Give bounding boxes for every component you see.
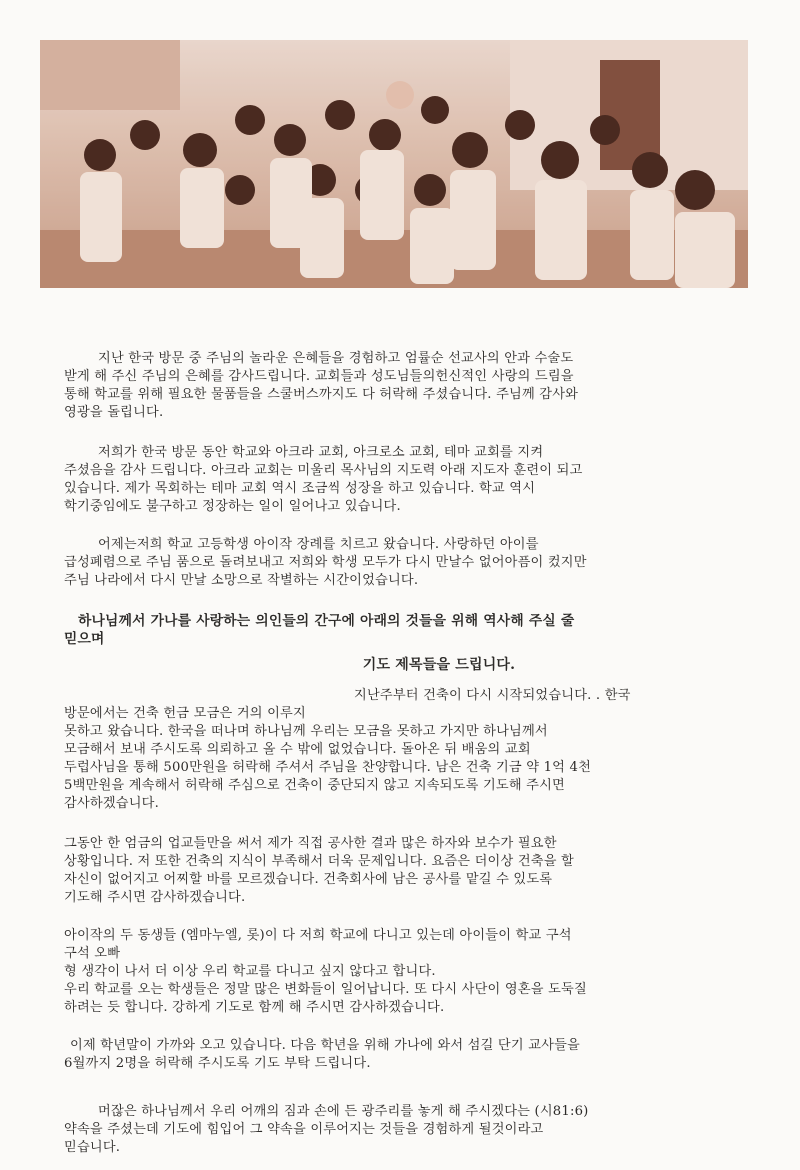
text-line: 받게 해 주신 주님의 은혜를 감사드립니다. 교회들과 성도님들의헌신적인 사랑의 드림을 [64, 369, 574, 384]
text-line: 우리 학교를 오는 학생들은 정말 많은 변화들이 일어납니다. 또 다시 사단이 영혼을 도둑질 [64, 982, 587, 997]
text-line: 구석 오빠 [64, 946, 121, 961]
children-group-photo [40, 40, 748, 288]
text-line: 저희가 한국 방문 동안 학교와 아크라 교회, 아크로소 교회, 테마 교회를 지켜 [98, 445, 544, 460]
text-line: 기도해 주시면 감사하겠습니다. [64, 890, 246, 905]
text-line: 약속을 주셨는데 기도에 힘입어 그 약속을 이루어지는 것들을 경험하게 될것이라고 [64, 1122, 544, 1137]
text-line: 통해 학교를 위해 필요한 물품들을 스쿨버스까지도 다 허락해 주셨습니다. 주님께 감사와 [64, 387, 579, 402]
text-line: 지난주부터 건축이 다시 시작되었습니다. . 한국 [354, 688, 631, 703]
paragraph-churches [64, 444, 754, 516]
paragraph-teachers [64, 1037, 754, 1073]
text-line: 방문에서는 건축 헌금 모금은 거의 이루지 [64, 706, 306, 721]
letter-body [64, 350, 754, 1170]
text-line: 학기중임에도 불구하고 정장하는 일이 일어나고 있습니다. [64, 499, 401, 514]
text-line: 상황입니다. 저 또한 건축의 지식이 부족해서 더욱 문제입니다. 요즘은 더이상 건축을 할 [64, 854, 574, 869]
text-line: 믿습니다. [64, 1140, 121, 1155]
photo-illustration [40, 40, 748, 288]
text-line: 믿으며 [64, 631, 105, 647]
text-line: 자신이 없어지고 어찌할 바를 모르겠습니다. 건축회사에 남은 공사를 맡길 수 있도록 [64, 872, 553, 887]
text-line: 머잖은 하나님께서 우리 어깨의 짐과 손에 든 광주리를 놓게 해 주시겠다는 (시81:6) [98, 1104, 589, 1119]
text-line: 못하고 왔습니다. 한국을 떠나며 하나님께 우리는 모금을 못하고 가지만 하나님께서 [64, 724, 548, 739]
text-line: 지난 한국 방문 중 주님의 놀라운 은혜들을 경험하고 엄률순 선교사의 안과 수술도 [98, 351, 574, 366]
text-line: 아이작의 두 동생들 (엠마누엘, 롯)이 다 저희 학교에 다니고 있는데 아이들이 학교 구석 [64, 928, 572, 943]
text-line: 그동안 한 엄금의 업교들만을 써서 제가 직접 공사한 결과 많은 하자와 보수가 필요한 [64, 836, 557, 851]
text-line: 영광을 돌립니다. [64, 405, 164, 420]
paragraph-construction [64, 687, 754, 813]
text-line: 있습니다. 제가 목회하는 테마 교회 역시 조금씩 성장을 하고 있습니다. 학교 역시 [64, 481, 536, 496]
paragraph-thanks [64, 350, 754, 422]
text-line: 주님 나라에서 다시 만날 소망으로 작별하는 시간이었습니다. [64, 573, 419, 588]
text-line: 하려는 듯 합니다. 강하게 기도로 함께 해 주시면 감사하겠습니다. [64, 1000, 445, 1015]
paragraph-repairs [64, 835, 754, 907]
text-line: 형 생각이 나서 더 이상 우리 학교를 다니고 싶지 않다고 합니다. [64, 964, 436, 979]
text-line: 이제 학년말이 가까와 오고 있습니다. 다음 학년을 위해 가나에 와서 섬길 단기 교사들을 [70, 1038, 580, 1053]
paragraph-promise [64, 1103, 754, 1157]
text-line: 두럽사님을 통해 500만원을 허락해 주셔서 주님을 찬양합니다. 남은 건축 기금 약 1억 4천 [64, 760, 592, 775]
paragraph-prayer-intro [64, 612, 754, 674]
text-line: 급성폐렴으로 주님 품으로 돌려보내고 저희와 학생 모두가 다시 만날수 없어아픔이 컸지만 [64, 555, 587, 570]
prayer-title: 기도 제목들을 드립니다. [362, 657, 516, 673]
paragraph-funeral [64, 536, 754, 590]
paragraph-siblings [64, 927, 754, 1017]
text-line: 감사하겠습니다. [64, 796, 159, 811]
text-line: 주셨음을 감사 드립니다. 아크라 교회는 미울리 목사님의 지도력 아래 지도자 훈련이 되고 [64, 463, 583, 478]
text-line: 하나님께서 가나를 사랑하는 의인들의 간구에 아래의 것들을 위해 역사해 주실 줄 [78, 613, 575, 629]
text-line: 6월까지 2명을 허락해 주시도록 기도 부탁 드립니다. [64, 1056, 371, 1071]
text-line: 5백만원을 계속해서 허락해 주심으로 건축이 중단되지 않고 지속되도록 기도해 주시면 [64, 778, 565, 793]
text-line: 모금해서 보내 주시도록 의뢰하고 올 수 밖에 없었습니다. 돌아온 뒤 배움의 교회 [64, 742, 531, 757]
text-line: 어제는저희 학교 고등학생 아이작 장례를 치르고 왔습니다. 사랑하던 아이를 [98, 537, 539, 552]
